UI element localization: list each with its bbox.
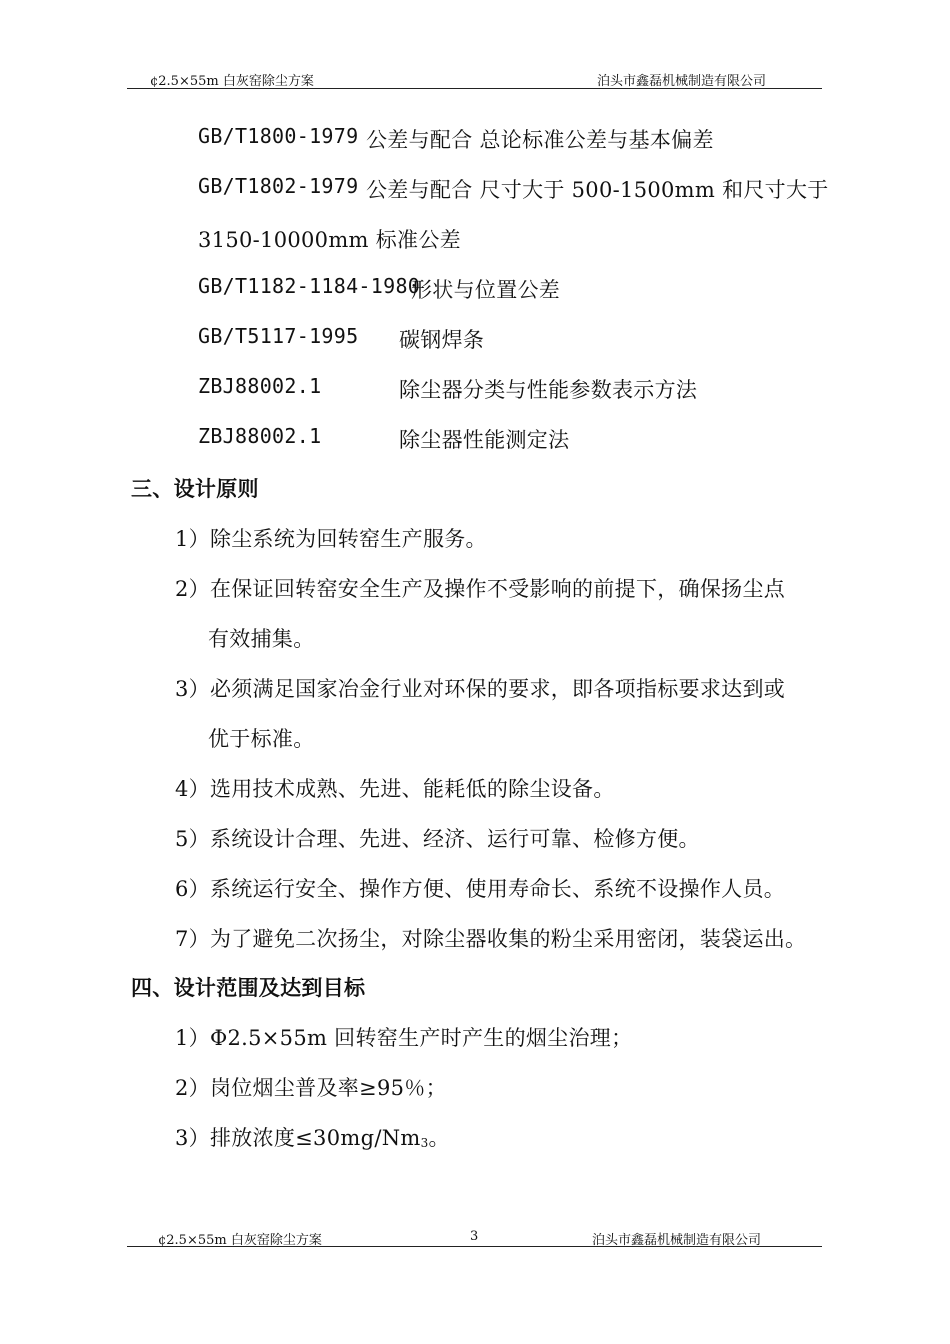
standard-desc: 除尘器性能测定法 bbox=[399, 428, 570, 452]
standard-code: GB/T1800-1979 bbox=[198, 124, 359, 148]
standard-code: GB/T5117-1995 bbox=[198, 324, 359, 348]
list-item-end: 。 bbox=[428, 1126, 450, 1150]
list-item bbox=[175, 1122, 450, 1152]
footer-title: ¢2.5×55m 白灰窑除尘方案 bbox=[158, 1233, 322, 1248]
standard-desc: 除尘器分类与性能参数表示方法 bbox=[399, 378, 698, 402]
standard-desc: 形状与位置公差 bbox=[411, 278, 561, 302]
list-item: 2）岗位烟尘普及率≥95％； bbox=[175, 1076, 447, 1100]
standard-code: GB/T1182-1184-1980 bbox=[198, 274, 421, 298]
list-item: 4）选用技术成熟、先进、能耗低的除尘设备。 bbox=[175, 777, 615, 801]
footer-rule bbox=[127, 1246, 822, 1247]
list-item: 2）在保证回转窑安全生产及操作不受影响的前提下，确保扬尘点 bbox=[175, 577, 786, 601]
standard-code: ZBJ88002.1 bbox=[198, 424, 322, 448]
list-item-continued: 有效捕集。 bbox=[208, 627, 315, 651]
standard-code: ZBJ88002.1 bbox=[198, 374, 322, 398]
list-item: 7）为了避免二次扬尘，对除尘器收集的粉尘采用密闭，装袋运出。 bbox=[175, 927, 807, 951]
list-item: 3）必须满足国家冶金行业对环保的要求，即各项指标要求达到或 bbox=[175, 677, 786, 701]
standard-desc-continued: 3150-10000mm 标准公差 bbox=[198, 228, 461, 252]
page-number: 3 bbox=[470, 1229, 479, 1244]
list-item: 5）系统设计合理、先进、经济、运行可靠、检修方便。 bbox=[175, 827, 700, 851]
list-item-continued: 优于标准。 bbox=[208, 727, 315, 751]
list-item: 6）系统运行安全、操作方便、使用寿命长、系统不设操作人员。 bbox=[175, 877, 786, 901]
standard-desc: 公差与配合 总论标准公差与基本偏差 bbox=[366, 128, 714, 152]
footer-company: 泊头市鑫磊机械制造有限公司 bbox=[592, 1233, 762, 1248]
list-item-text: 3）排放浓度≤30mg/Nm bbox=[175, 1126, 421, 1150]
standard-desc: 公差与配合 尺寸大于 500-1500mm 和尺寸大于 bbox=[366, 178, 829, 202]
standard-desc: 碳钢焊条 bbox=[399, 328, 485, 352]
list-item: 1）除尘系统为回转窑生产服务。 bbox=[175, 527, 487, 551]
superscript: 3 bbox=[420, 1136, 429, 1150]
section-heading-design-principles: 三、设计原则 bbox=[131, 477, 259, 501]
header-company: 泊头市鑫磊机械制造有限公司 bbox=[597, 74, 767, 89]
standard-code: GB/T1802-1979 bbox=[198, 174, 359, 198]
header-title: ¢2.5×55m 白灰窑除尘方案 bbox=[150, 74, 314, 89]
list-item: 1）Φ2.5×55m 回转窑生产时产生的烟尘治理； bbox=[175, 1026, 633, 1050]
section-heading-design-scope: 四、设计范围及达到目标 bbox=[131, 976, 366, 1000]
header-rule bbox=[127, 88, 822, 89]
